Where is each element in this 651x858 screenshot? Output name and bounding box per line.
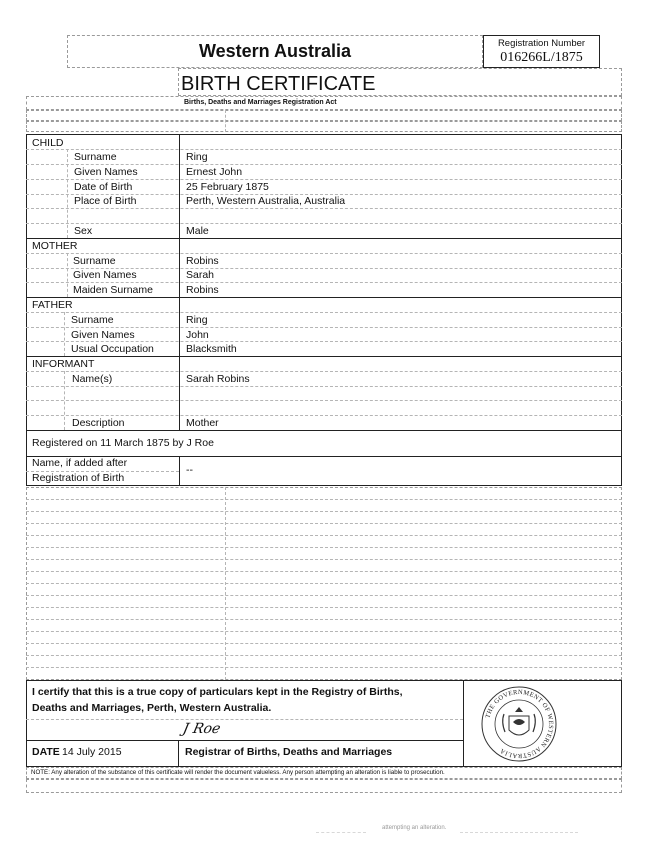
mother-maiden: Robins: [186, 284, 219, 296]
father-occupation-label: Usual Occupation: [71, 343, 154, 355]
added-name-value: --: [186, 464, 193, 476]
spacer-row-1: [26, 110, 622, 121]
alteration-note: NOTE: Any alteration of the substance of this certificate will render the document valueless. Any person attempting an alteration is liable to prosecution.: [31, 769, 445, 776]
added-name-label-2: Registration of Birth: [32, 472, 125, 484]
section-informant: INFORMANT: [32, 358, 95, 370]
father-given-label: Given Names: [71, 329, 135, 341]
government-seal: [479, 684, 559, 764]
added-name-label-1: Name, if added after: [32, 457, 128, 469]
child-given: Ernest John: [186, 166, 243, 178]
child-surname-label: Surname: [74, 151, 117, 163]
registration-label: Registration Number: [497, 38, 586, 49]
act-name: Births, Deaths and Marriages Registration Act: [184, 99, 337, 106]
bottom-spacer: [26, 779, 622, 793]
date-label: DATE: [32, 746, 60, 758]
mother-surname-label: Surname: [73, 255, 116, 267]
child-surname: Ring: [186, 151, 208, 163]
child-dob: 25 February 1875: [186, 181, 269, 193]
registration-details: Registered on 11 March 1875 by J Roe: [32, 437, 214, 449]
father-surname: Ring: [186, 314, 208, 326]
signature: J Roe: [181, 721, 223, 737]
document-title: BIRTH CERTIFICATE: [181, 73, 376, 95]
informant-desc-label: Description: [72, 417, 125, 429]
mother-given-label: Given Names: [73, 269, 137, 281]
mother-maiden-label: Maiden Surname: [73, 284, 153, 296]
informant-desc: Mother: [186, 417, 219, 429]
child-dob-label: Date of Birth: [74, 181, 133, 193]
child-pob-label: Place of Birth: [74, 195, 137, 207]
section-father: FATHER: [32, 299, 73, 311]
date-value: 14 July 2015: [62, 746, 122, 758]
state-title: Western Australia: [198, 41, 352, 61]
certify-line-2: Deaths and Marriages, Perth, Western Australia.: [32, 702, 272, 714]
father-given: John: [186, 329, 209, 341]
section-mother: MOTHER: [32, 240, 78, 252]
section-child: CHILD: [32, 137, 64, 149]
child-sex: Male: [186, 225, 209, 237]
child-pob: Perth, Western Australia, Australia: [186, 195, 346, 207]
informant-name: Sarah Robins: [186, 373, 250, 385]
child-given-label: Given Names: [74, 166, 138, 178]
father-occupation: Blacksmith: [186, 343, 237, 355]
svg-text:THE GOVERNMENT OF WESTERN AUST: THE GOVERNMENT OF WESTERN AUSTRALIA: [484, 688, 555, 760]
registrar-title: Registrar of Births, Deaths and Marriages: [185, 746, 393, 758]
mother-surname: Robins: [186, 255, 219, 267]
informant-name-label: Name(s): [72, 373, 113, 385]
father-surname-label: Surname: [71, 314, 114, 326]
faint-footer-text: attempting an alteration.: [382, 825, 447, 831]
child-sex-label: Sex: [74, 225, 93, 237]
certify-line-1: I certify that this is a true copy of particulars kept in the Registry of Births,: [32, 686, 403, 698]
registration-number: 016266L/1875: [500, 50, 583, 65]
spacer-row-2: [26, 121, 622, 132]
mother-given: Sarah: [186, 269, 215, 281]
